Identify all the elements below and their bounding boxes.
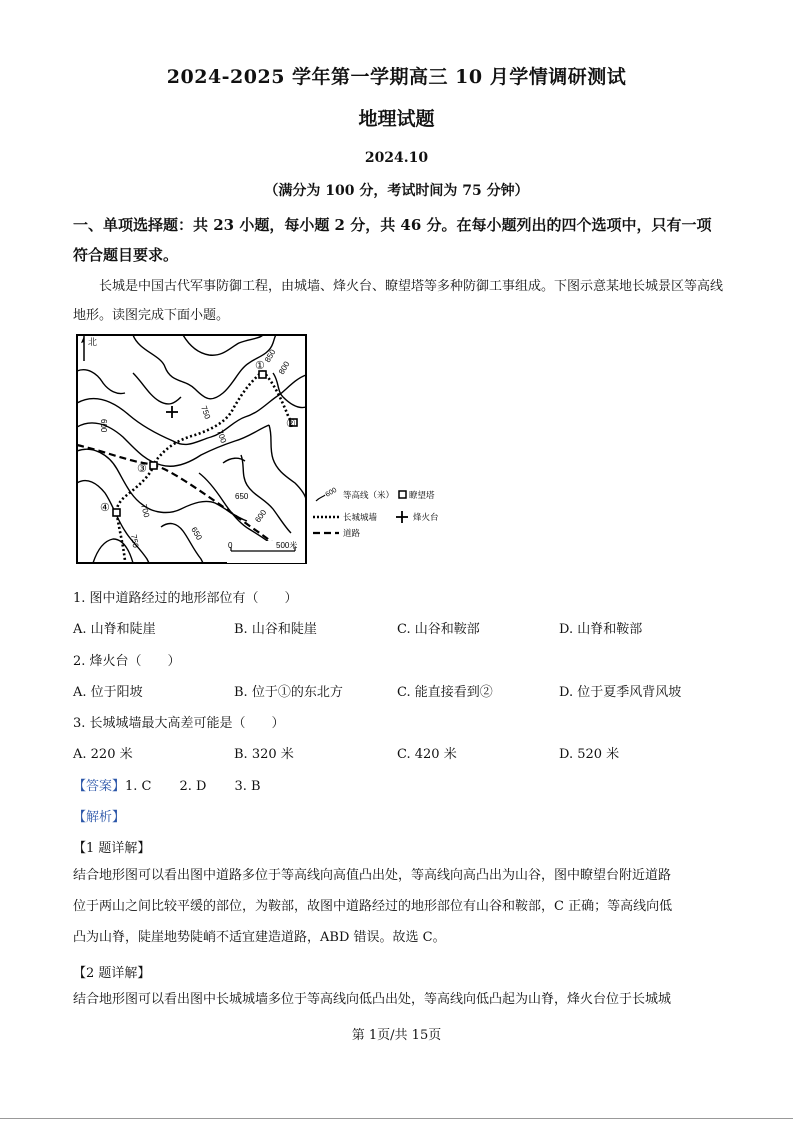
- contour-label-650-b: 650: [189, 525, 204, 542]
- page-footer: 第 1页/共 15页: [351, 1028, 442, 1043]
- legend-road-label: 道路: [343, 528, 361, 538]
- legend-beacon-icon: [396, 511, 408, 523]
- watchtower-3: [150, 462, 157, 469]
- legend-watchtower-label: 瞭望塔: [409, 490, 435, 500]
- contour-map: [73, 333, 483, 569]
- exam-note: （满分为 100 分，考试时间为 75 分钟）: [264, 183, 529, 199]
- question-1-option-c: C. 山谷和鞍部: [397, 622, 480, 637]
- north-arrow: [81, 336, 97, 361]
- q1-detail-line-1: 结合地形图可以看出图中道路多位于等高线向高值凸出处，等高线向高凸出为山谷，图中瞭望台附近道路: [73, 868, 672, 883]
- contour-label-600-b: 600: [253, 508, 269, 525]
- answer-line: [73, 775, 261, 794]
- analysis-label: 【解析】: [73, 810, 126, 825]
- q2-detail-paragraph: [73, 984, 723, 1015]
- contour-label-600: 600: [99, 419, 108, 433]
- legend-beacon-label: 烽火台: [413, 512, 439, 522]
- legend-contour-sample: 600: [324, 486, 339, 499]
- map-legend: [313, 487, 439, 538]
- question-1-option-a: A. 山脊和陡崖: [73, 622, 156, 637]
- marker-label-3: ③: [137, 463, 147, 475]
- question-2-stem: 2. 烽火台（ ）: [73, 654, 181, 669]
- scale-bar: [227, 540, 305, 563]
- question-3-option-b: B. 320 米: [234, 747, 294, 762]
- scale-zero: 0: [228, 541, 233, 550]
- watchtower-1: [259, 371, 266, 378]
- marker-label-2: ②: [286, 418, 296, 430]
- contour-label-750-b: 750: [129, 533, 141, 549]
- answer-1: 1. C: [125, 779, 152, 794]
- exam-date: 2024.10: [364, 150, 429, 166]
- question-2-option-a: A. 位于阳坡: [73, 685, 143, 700]
- exam-title: 2024-2025 学年第一学期高三 10 月学情调研测试: [166, 66, 627, 88]
- scale-distance: 500米: [276, 541, 298, 550]
- q1-detail-paragraph: [73, 860, 723, 953]
- q1-detail-heading: 【1 题详解】: [73, 841, 151, 856]
- contour-label-700-b: 700: [139, 503, 152, 519]
- answer-3: 3. B: [234, 779, 261, 794]
- question-1-stem: 1. 图中道路经过的地形部位有（ ）: [73, 591, 298, 606]
- contour-label-650: 650: [235, 492, 249, 501]
- question-3-stem: 3. 长城城墙最大高差可能是（ ）: [73, 716, 285, 731]
- question-1-option-d: D. 山脊和鞍部: [559, 622, 643, 637]
- question-2-option-b: B. 位于①的东北方: [234, 685, 343, 700]
- question-3-option-d: D. 520 米: [559, 747, 620, 762]
- intro-paragraph: 长城是中国古代军事防御工程，由城墙、烽火台、瞭望塔等多种防御工事组成。下图示意某地长城景区等高线地形。读图完成下面小题。: [73, 279, 724, 323]
- watchtower-4: [113, 509, 120, 516]
- legend-contour-label: 等高线（米）: [343, 490, 395, 500]
- legend-wall-label: 长城城墙: [343, 512, 378, 522]
- marker-label-1: ①: [255, 360, 265, 372]
- question-1-option-b: B. 山谷和陡崖: [234, 622, 317, 637]
- contour-label-850: 850: [262, 347, 278, 364]
- contour-label-700: 700: [215, 428, 229, 445]
- north-label: 北: [88, 337, 98, 347]
- bottom-rule: [0, 1118, 793, 1119]
- q2-detail-line-1: 结合地形图可以看出图中长城城墙多位于等高线向低凸出处，等高线向低凸起为山脊，烽火台位于长城城: [73, 992, 672, 1007]
- answer-2: 2. D: [179, 779, 207, 794]
- question-3-option-a: A. 220 米: [73, 747, 133, 762]
- question-2-option-c: C. 能直接看到②: [397, 685, 493, 700]
- subject-title: 地理试题: [358, 108, 435, 130]
- answer-label: 【答案】: [73, 779, 126, 794]
- q1-detail-line-3: 凸为山脊，陡崖地势陡峭不适宜建造道路，ABD 错误。故选 C。: [73, 930, 446, 945]
- great-wall-path-east: [263, 371, 293, 423]
- question-2-option-d: D. 位于夏季风背风坡: [559, 685, 682, 700]
- marker-label-4: ④: [100, 502, 110, 514]
- q1-detail-line-2: 位于两山之间比较平缓的部位，为鞍部，故图中道路经过的地形部位有山谷和鞍部，C 正确；等高线向低: [73, 899, 673, 914]
- contour-label-800: 800: [276, 359, 292, 376]
- beacon-tower-icon: [166, 406, 178, 418]
- question-3-option-c: C. 420 米: [397, 747, 457, 762]
- section-heading: 一、单项选择题：共 23 小题，每小题 2 分，共 46 分。在每小题列出的四个选项中，只有一项符合题目要求。: [73, 216, 712, 264]
- q2-detail-heading: 【2 题详解】: [73, 966, 151, 981]
- legend-watchtower-icon: [399, 491, 406, 498]
- contour-label-750: 750: [199, 404, 213, 421]
